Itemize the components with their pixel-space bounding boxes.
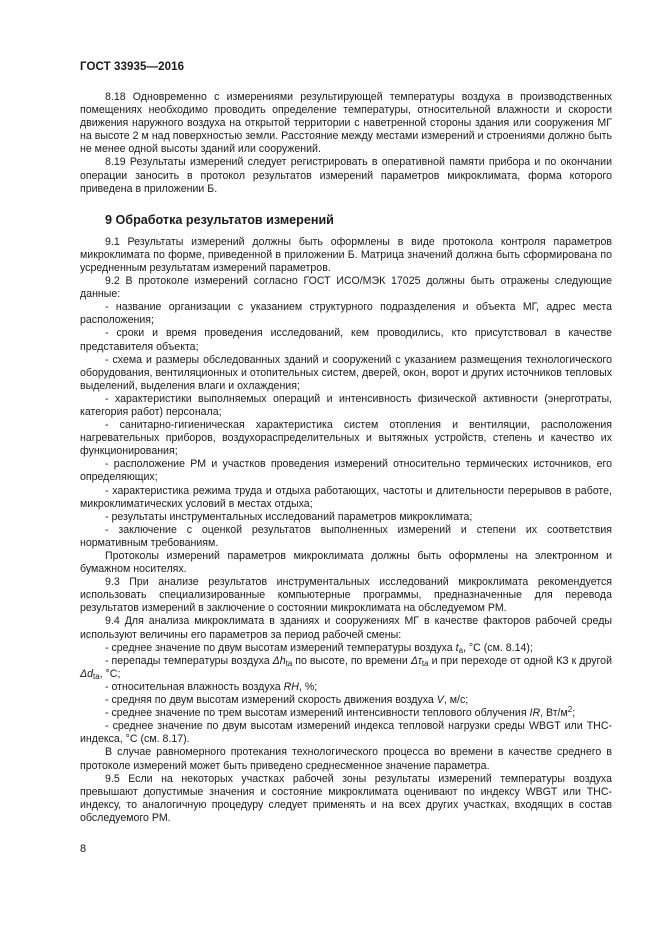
text-run: , °С (см. 8.14); [463, 641, 533, 654]
paragraph-9-4: 9.4 Для анализа микроклимата в зданиях и сооружениях МГ в качестве факторов рабочей среды используют величины его параметров за период рабочей смены: [80, 615, 612, 641]
list-item-humidity [80, 681, 612, 694]
list-item-temperature-drop [80, 655, 612, 681]
list-item: - название организации с указанием структурного подразделения и объекта МГ, адрес места расположения; [80, 301, 612, 327]
symbol-ir: IR [529, 707, 541, 720]
list-item: - результаты инструментальных исследований параметров микроклимата; [105, 510, 473, 523]
text-run: и при переходе от одной КЗ к другой [428, 654, 612, 667]
list-item: - санитарно-гигиеническая характеристика систем отопления и вентиляции, расположения нагревательных приборов, воздухораспределительных и вытяжных устройств, степень и качество их функционирования; [80, 419, 612, 458]
symbol-delta-h: Δh [272, 654, 286, 667]
list-item: - характеристика режима труда и отдыха работающих, частоты и длительности перерывов в работе, микроклиматических условий в местах отдыха; [80, 484, 612, 510]
paragraph-protocols: Протоколы измерений параметров микроклимата должны быть оформлены на электронном и бумажном носителях. [80, 550, 612, 576]
symbol-delta-tau: Δτ [410, 654, 422, 667]
symbol-rh: RH [283, 680, 299, 693]
list-item: - расположение РМ и участков проведения измерений относительно термических источников, его определяющих; [80, 458, 612, 484]
subscript: а [458, 645, 464, 655]
paragraph-8-18: 8.18 Одновременно с измерениями результирующей температуры воздуха в производственных помещениях необходимо проводить определение температуры, относительной влажности и скорости движения наружного воздуха на открытой территории с наветренной стороны здания или сооружения МГ на высоте 2 м над поверхностью земли. Расстояние между местами измерений и строениями должно быть не менее одной высоты зданий или сооружений. [80, 91, 612, 156]
document-code-header: ГОСТ 33935—2016 [80, 61, 185, 73]
list-item: - схема и размеры обследованных зданий и сооружений с указанием размещения технологического оборудования, вентиляционных и отопительных систем, дверей, окон, ворот и других источников тепловых выделений, выделения влаги и охлаждения; [80, 353, 612, 392]
list-item: - заключение с оценкой результатов выполненных измерений и степени их соответствия нормативным требованиям. [80, 523, 612, 549]
superscript: 2 [567, 705, 573, 715]
subscript: ta [421, 658, 429, 668]
list-item-wbgt: - среднее значение по двум высотам измерений индекса тепловой нагрузки среды WBGT или ТНС-индекса, °С (см. 8.17). [80, 720, 612, 746]
paragraph-9-1: 9.1 Результаты измерений должны быть оформлены в виде протокола контроля параметров микроклимата по форме, приведенной в приложении Б. Матрица значений должна быть сформирована по усредненным результатам измерений параметров. [80, 235, 612, 274]
text-run: , °С; [99, 667, 121, 680]
text-run: - среднее значение по двум высотам измерений температуры воздуха [105, 641, 456, 654]
paragraph-uniform-process: В случае равномерного протекания технологического процесса во времени в качестве среднего в протоколе измерений может быть приведено среднесменное значение параметра. [80, 746, 612, 772]
list-item: - характеристики выполняемых операций и интенсивность физической активности (энерготраты, категория работ) персонала; [80, 392, 612, 418]
text-run: по высоте, по времени [292, 654, 411, 667]
text-run: , Вт/м [540, 707, 568, 720]
text-run: - среднее значение по трем высотам измерений интенсивности теплового облучения [105, 707, 530, 720]
paragraph-9-5: 9.5 Если на некоторых участках рабочей зоны результаты измерений температуры воздуха превышают допустимые значения и состояние микроклимата оценивают по индексу WBGT или ТНС-индексу, то аналогичную процедуру следует применять и на всех других участках, входящих в состав обследуемого РМ. [80, 772, 612, 824]
section-9-title: 9 Обработка результатов измерений [105, 212, 334, 227]
paragraph-9-3: 9.3 При анализе результатов инструментальных исследований микроклимата рекомендуется использовать специализированные компьютерные программы, предназначенные для перевода результатов измерений в заключение о состоянии микроклимата на обследуемом РМ. [80, 576, 612, 615]
symbol-delta-d: Δd [80, 667, 93, 680]
subscript: ta [285, 658, 293, 668]
symbol-v: V [436, 694, 444, 707]
list-item-air-speed [80, 694, 612, 707]
paragraph-9-2: 9.2 В протоколе измерений согласно ГОСТ ИСО/МЭК 17025 должны быть отражены следующие данные: [80, 275, 612, 301]
page-content [80, 91, 612, 825]
subscript: ta [93, 671, 100, 681]
text-run: - перепады температуры воздуха [105, 654, 273, 667]
text-run: - средняя по двум высотам измерений скорость движения воздуха [105, 694, 437, 707]
text-run: ; [572, 707, 576, 720]
text-run: , м/с; [443, 694, 469, 707]
text-run: - относительная влажность воздуха [105, 680, 284, 693]
paragraph-8-19: 8.19 Результаты измерений следует регистрировать в оперативной памяти прибора и по окончании операции заносить в протокол результатов измерений параметров микроклимата, форма которого приведена в приложении Б. [80, 156, 612, 195]
symbol-t: t [455, 641, 459, 654]
list-item-temperature [80, 642, 612, 655]
text-run: , %; [298, 680, 318, 693]
list-item: - сроки и время проведения исследований, кем проводились, кто присутствовал в качестве представителя объекта; [80, 327, 612, 353]
list-item-irradiation [80, 707, 612, 720]
page-number: 8 [80, 843, 87, 855]
